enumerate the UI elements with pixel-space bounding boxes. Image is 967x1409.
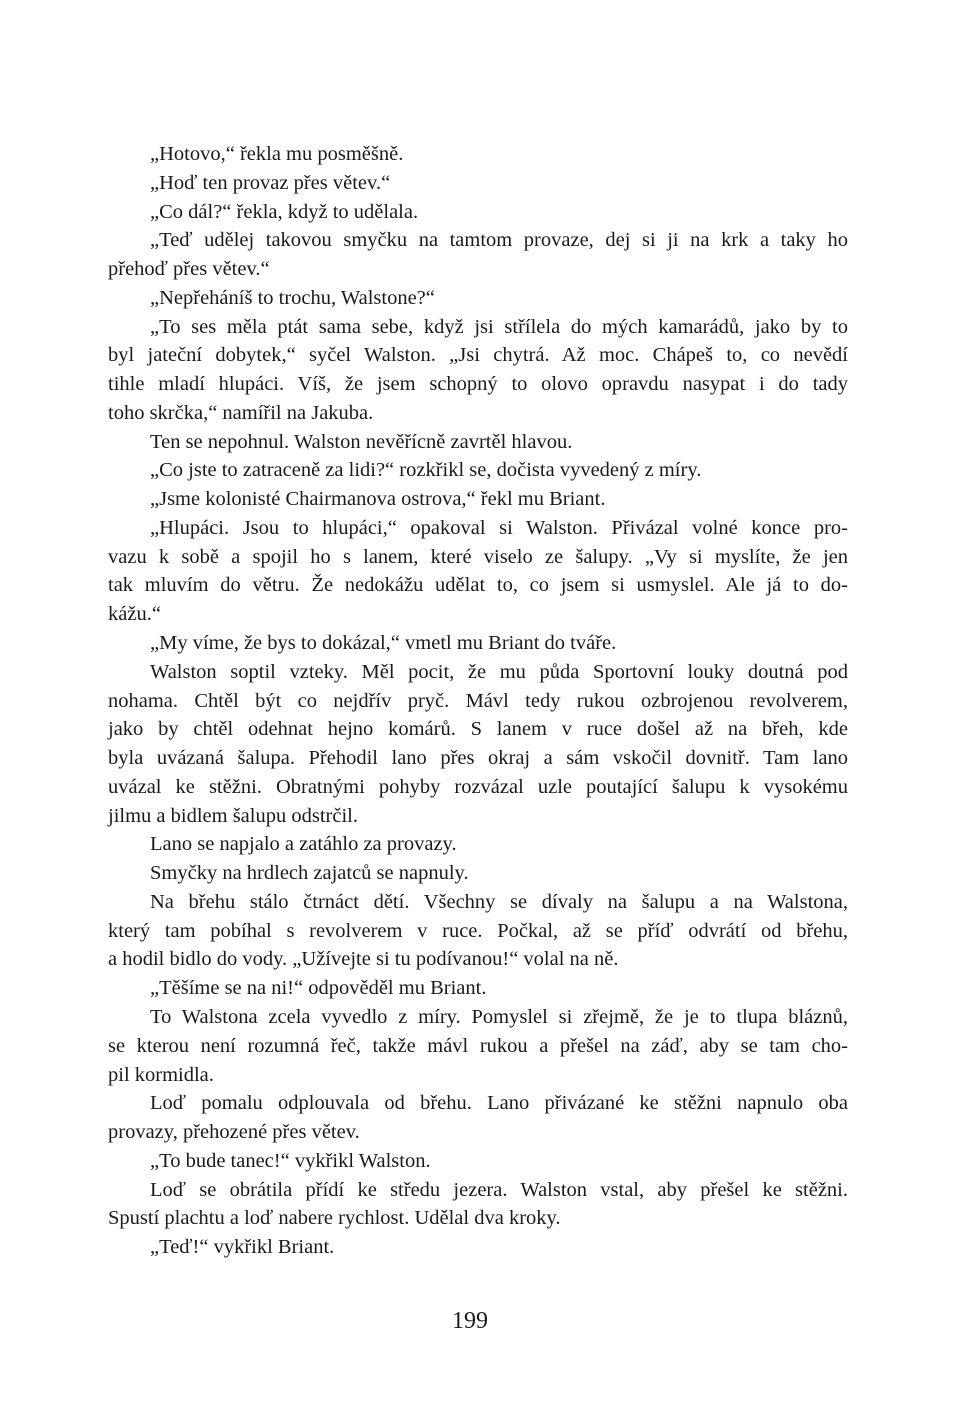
- text-line: Spustí plachtu a loď nabere rychlost. Udělal dva kroky.: [108, 1207, 561, 1230]
- text-line: tihle mladí hlupáci. Víš, že jsem schopný to olovo opravdu nasypat i do tady: [108, 373, 848, 396]
- body-text: [108, 140, 848, 1262]
- text-line: přehoď přes větev.“: [108, 258, 270, 281]
- text-line: „To bude tanec!“ vykřikl Walston.: [150, 1149, 431, 1172]
- text-line: provazy, přehozené přes větev.: [108, 1121, 360, 1144]
- text-line: Lano se napjalo a zatáhlo za provazy.: [150, 833, 457, 856]
- text-line: Loď se obrátila přídí ke středu jezera. Walston vstal, aby přešel ke stěžni.: [150, 1178, 848, 1201]
- text-line: tak mluvím do větru. Že nedokážu udělat to, co jsem si usmyslel. Ale já to do-: [108, 574, 848, 597]
- text-line: „Hotovo,“ řekla mu posměšně.: [150, 143, 404, 165]
- text-line: Ten se nepohnul. Walston nevěřícně zavrtěl hlavou.: [150, 430, 573, 453]
- text-line: jako by chtěl odehnat hejno komárů. S lanem v ruce došel až na břeh, kde: [108, 718, 848, 741]
- text-line: nohama. Chtěl být co nejdřív pryč. Mávl tedy rukou ozbrojenou revolverem,: [108, 689, 848, 712]
- text-line: „Jsme kolonisté Chairmanova ostrova,“ řekl mu Briant.: [150, 488, 606, 511]
- text-line: „Hlupáci. Jsou to hlupáci,“ opakoval si Walston. Přivázal volné konce pro-: [150, 516, 848, 539]
- text-line: „Teď!“ vykřikl Briant.: [150, 1236, 335, 1259]
- text-line: jilmu a bidlem šalupu odstrčil.: [108, 804, 358, 827]
- text-line: byla uvázaná šalupa. Přehodil lano přes okraj a sám vskočil dovnitř. Tam lano: [108, 747, 848, 770]
- text-line: Walston soptil vzteky. Měl pocit, že mu půda Sportovní louky doutná pod: [150, 660, 848, 683]
- text-line: který tam pobíhal s revolverem v ruce. Počkal, až se příď odvrátí od břehu,: [108, 919, 848, 942]
- text-line: „Co dál?“ řekla, když to udělala.: [150, 200, 419, 223]
- text-line: toho skrčka,“ namířil na Jakuba.: [108, 401, 374, 424]
- text-line: kážu.“: [108, 603, 161, 626]
- text-line: se kterou není rozumná řeč, takže mávl rukou a přešel na záď, aby se tam cho-: [108, 1034, 848, 1057]
- text-line: byl jateční dobytek,“ syčel Walston. „Jsi chytrá. Až moc. Chápeš to, co nevědí: [108, 344, 848, 367]
- text-line: Loď pomalu odplouvala od břehu. Lano přivázané ke stěžni napnulo oba: [150, 1092, 848, 1115]
- text-line: pil kormidla.: [108, 1063, 214, 1086]
- text-line: Smyčky na hrdlech zajatců se napnuly.: [150, 862, 469, 885]
- text-line: uvázal ke stěžni. Obratnými pohyby rozvázal uzle poutající šalupu k vysokému: [108, 775, 848, 798]
- text-line: „Co jste to zatraceně za lidi?“ rozkřikl se, dočista vyvedený z míry.: [150, 459, 702, 482]
- text-line: „Nepřeháníš to trochu, Walstone?“: [150, 286, 435, 309]
- text-line: a hodil bidlo do vody. „Užívejte si tu podívanou!“ volal na ně.: [108, 948, 619, 971]
- page-number: 199: [452, 1308, 488, 1334]
- text-line: „Hoď ten provaz přes větev.“: [150, 171, 391, 194]
- text-line: „My víme, že bys to dokázal,“ vmetl mu Briant do tváře.: [150, 632, 617, 655]
- text-line: „To ses měla ptát sama sebe, když jsi střílela do mých kamarádů, jako by to: [150, 315, 848, 338]
- text-line: To Walstona zcela vyvedlo z míry. Pomyslel si zřejmě, že je to tlupa bláznů,: [150, 1005, 848, 1028]
- text-line: Na břehu stálo čtrnáct dětí. Všechny se dívaly na šalupu a na Walstona,: [150, 890, 848, 913]
- text-line: „Teď udělej takovou smyčku na tamtom provaze, dej si ji na krk a taky ho: [150, 229, 848, 252]
- text-line: „Těšíme se na ni!“ odpověděl mu Briant.: [150, 977, 487, 1000]
- text-line: vazu k sobě a spojil ho s lanem, které viselo ze šalupy. „Vy si myslíte, že jen: [108, 545, 848, 568]
